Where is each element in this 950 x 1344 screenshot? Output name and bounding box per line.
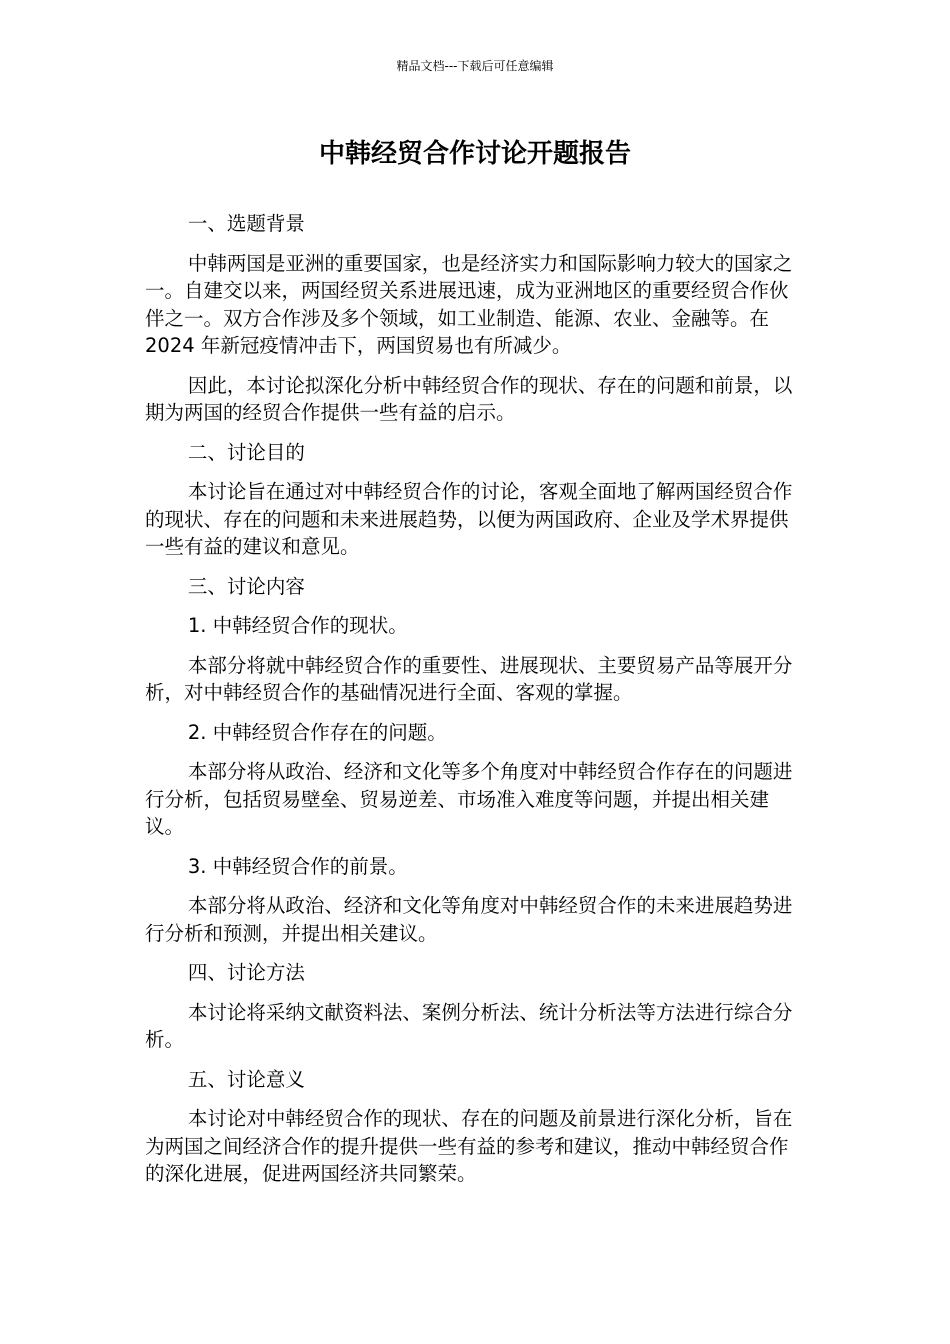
document-title: 中韩经贸合作讨论开题报告	[318, 139, 631, 169]
section-heading-background: 一、选题背景	[187, 212, 305, 235]
paragraph-background-2: 因此，本讨论拟深化分析中韩经贸合作的现状、存在的问题和前景，以期为两国的经贸合作提供一些有益的启示。	[145, 373, 793, 424]
subheading-prospects: 3. 中韩经贸合作的前景。	[187, 854, 408, 878]
paragraph-status: 本部分将就中韩经贸合作的重要性、进展现状、主要贸易产品等展开分析，对中韩经贸合作的基础情况进行全面、客观的掌握。	[145, 653, 793, 704]
document-body	[145, 210, 805, 1200]
section-heading-significance: 五、讨论意义	[187, 1067, 305, 1091]
section-heading-method: 四、讨论方法	[187, 961, 305, 984]
paragraph-problems: 本部分将从政治、经济和文化等多个角度对中韩经贸合作存在的问题进行分析，包括贸易壁垒、贸易逆差、市场准入难度等问题，并提出相关建议。	[145, 760, 793, 838]
paragraph-prospects: 本部分将从政治、经济和文化等角度对中韩经贸合作的未来进展趋势进行分析和预测，并提出相关建议。	[145, 894, 793, 945]
paragraph-method: 本讨论将采纳文献资料法、案例分析法、统计分析法等方法进行综合分析。	[145, 1000, 793, 1051]
section-heading-purpose: 二、讨论目的	[187, 440, 305, 464]
subheading-problems: 2. 中韩经贸合作存在的问题。	[187, 720, 447, 744]
section-heading-content: 三、讨论内容	[187, 574, 305, 598]
subheading-status: 1. 中韩经贸合作的现状。	[187, 614, 408, 637]
paragraph-significance: 本讨论对中韩经贸合作的现状、存在的问题及前景进行深化分析，旨在为两国之间经济合作的提升提供一些有益的参考和建议，推动中韩经贸合作的深化进展，促进两国经济共同繁荣。	[145, 1107, 793, 1185]
paragraph-background-1: 中韩两国是亚洲的重要国家，也是经济实力和国际影响力较大的国家之一。自建交以来，两国经贸关系进展迅速，成为亚洲地区的重要经贸合作伙伴之一。双方合作涉及多个领域，如工业制造、能源、农业、金融等。在 2024 年新冠疫情冲击下，两国贸易也有所减少。	[145, 251, 793, 357]
header-note: 精品文档---下载后可任意编辑	[396, 59, 554, 73]
paragraph-purpose: 本讨论旨在通过对中韩经贸合作的讨论，客观全面地了解两国经贸合作的现状、存在的问题和未来进展趋势，以便为两国政府、企业及学术界提供一些有益的建议和意见。	[145, 480, 793, 558]
